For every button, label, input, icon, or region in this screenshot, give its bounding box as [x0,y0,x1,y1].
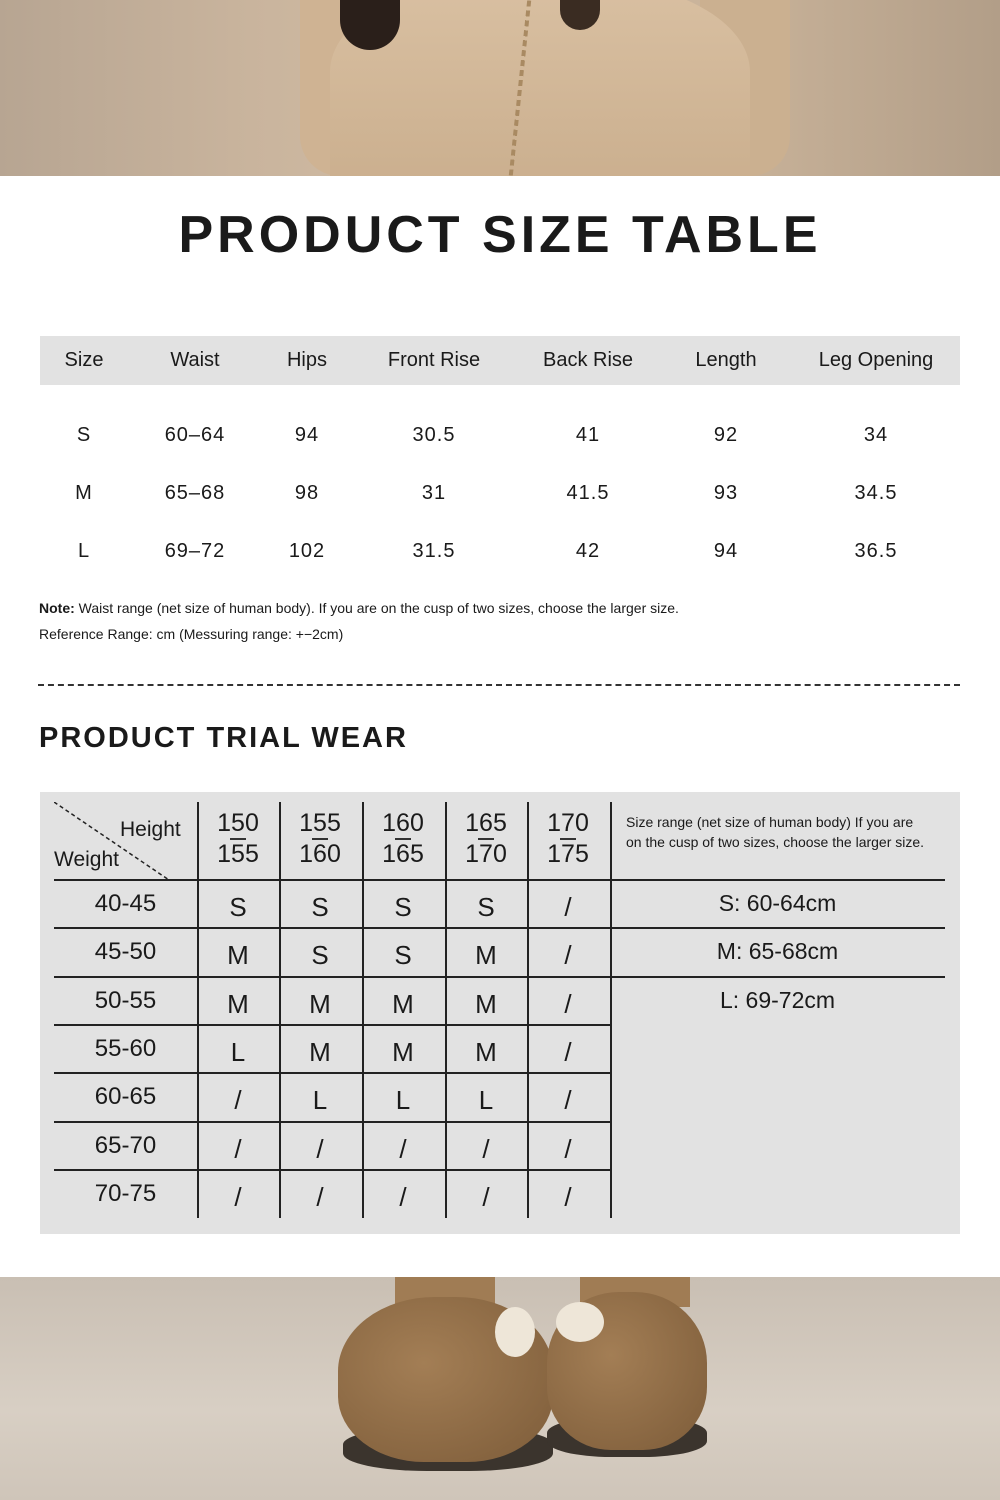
size-col-header: Length [695,349,757,371]
size-cell: M [392,988,414,1019]
size-cell: / [316,1181,324,1212]
table-cell: 65–68 [164,481,226,504]
grid-hline [54,879,945,881]
table-cell: 34.5 [854,481,898,504]
table-cell: 31 [421,481,447,504]
height-range-header: 160 165 [382,809,424,868]
weight-range: 50-55 [94,986,157,1014]
grid-vline [362,802,364,1218]
size-cell: / [316,1133,324,1164]
page-title: PRODUCT SIZE TABLE [178,206,822,264]
note-label: Note: [39,600,75,616]
height-range-header: 170 175 [547,809,589,868]
table-cell: S [76,423,92,446]
weight-range: 60-65 [94,1083,157,1111]
size-col-header: Size [64,349,104,371]
table-cell: 60–64 [164,423,226,446]
grid-vline [445,802,447,1218]
table-cell: 30.5 [412,423,456,446]
size-cell: S [229,892,247,922]
size-cell: M [475,988,497,1019]
size-table-header [40,336,960,385]
size-table-body [40,406,960,580]
size-cell: / [234,1085,242,1116]
size-table [40,336,960,580]
table-cell: 94 [294,423,320,446]
grid-vline [279,802,281,1218]
size-col-header: Waist [170,349,220,371]
size-range-value: S: 60-64cm [718,890,837,916]
size-cell: L [395,1085,411,1116]
range-note: on the cusp of two sizes, choose the larger size. [626,834,925,850]
size-cell: S [311,892,329,922]
size-cell: / [564,1181,572,1212]
grid-hline [54,1121,610,1123]
weight-range: 40-45 [94,890,157,917]
size-cell: L [478,1085,494,1116]
size-cell: M [392,1036,414,1067]
weight-range: 55-60 [94,1034,157,1062]
grid-hline [54,1024,610,1026]
size-cell: S [311,940,329,971]
size-col-header: Back Rise [542,349,634,371]
table-row [40,522,960,580]
size-range-value: M: 65-68cm [716,938,839,965]
size-cell: M [227,988,249,1019]
height-label: Height [120,818,181,841]
grid-hline [54,927,610,929]
range-note: Size range (net size of human body) If you are [626,814,914,830]
table-cell: 92 [713,423,739,446]
size-cell: / [482,1133,490,1164]
trial-wear-table [40,792,960,1234]
grid-hline [610,976,945,978]
table-row [40,464,960,522]
table-cell: 102 [288,539,326,562]
size-cell: / [564,988,572,1019]
grid-vline [527,802,529,1218]
table-cell: 42 [575,539,601,562]
table-row [40,406,960,464]
dashed-divider [38,684,960,686]
size-cell: / [564,1133,572,1164]
grid-hline [54,1072,610,1074]
size-cell: M [475,1036,497,1067]
size-cell: / [234,1181,242,1212]
table-cell: 69–72 [164,539,226,562]
size-cell: M [227,940,249,971]
table-cell: 41.5 [566,481,610,504]
size-cell: / [564,1085,572,1116]
size-range-value: L: 69-72cm [719,986,836,1013]
table-cell: 36.5 [854,539,898,562]
weight-label: Weight [54,848,119,871]
size-cell: / [234,1133,242,1164]
table-cell: 93 [713,481,739,504]
size-cell: S [394,892,412,922]
size-cell: / [399,1181,407,1212]
weight-range: 45-50 [94,938,157,966]
size-col-header: Hips [286,349,327,371]
size-cell: S [394,940,412,971]
size-cell: M [475,940,497,971]
table-cell: 31.5 [412,539,456,562]
size-cell: / [564,892,572,922]
size-cell: S [477,892,495,922]
trial-title: PRODUCT TRIAL WEAR [39,722,408,754]
table-cell: 94 [713,539,739,562]
size-cell: / [564,1036,572,1067]
grid-hline [610,927,945,929]
size-cell: M [309,988,331,1019]
size-cell: / [482,1181,490,1212]
grid-hline [54,976,610,978]
table-cell: M [75,481,93,504]
reference-range: Reference Range: cm (Messuring range: +−2cm) [39,626,344,642]
height-range-header: 155 160 [299,809,341,868]
weight-range: 70-75 [94,1179,157,1207]
table-cell: 41 [575,423,601,446]
table-cell: 98 [294,481,320,504]
size-cell: L [230,1036,246,1067]
size-col-header: Leg Opening [818,349,934,371]
grid-hline [54,1169,610,1171]
size-note [39,600,679,616]
size-col-header: Front Rise [387,349,481,371]
height-range-header: 150 155 [217,809,259,868]
table-cell: 34 [863,423,889,446]
weight-range: 65-70 [94,1131,157,1159]
note-text: Waist range (net size of human body). If you are on the cusp of two sizes, choose the larger size. [74,600,679,616]
size-cell: M [309,1036,331,1067]
bottom-product-photo [0,1277,1000,1500]
table-cell: L [77,539,91,562]
size-cell: / [399,1133,407,1164]
height-range-header: 165 170 [465,809,507,868]
size-cell: L [312,1085,328,1116]
top-product-photo [0,0,1000,176]
grid-vline [197,802,199,1218]
size-cell: / [564,940,572,971]
